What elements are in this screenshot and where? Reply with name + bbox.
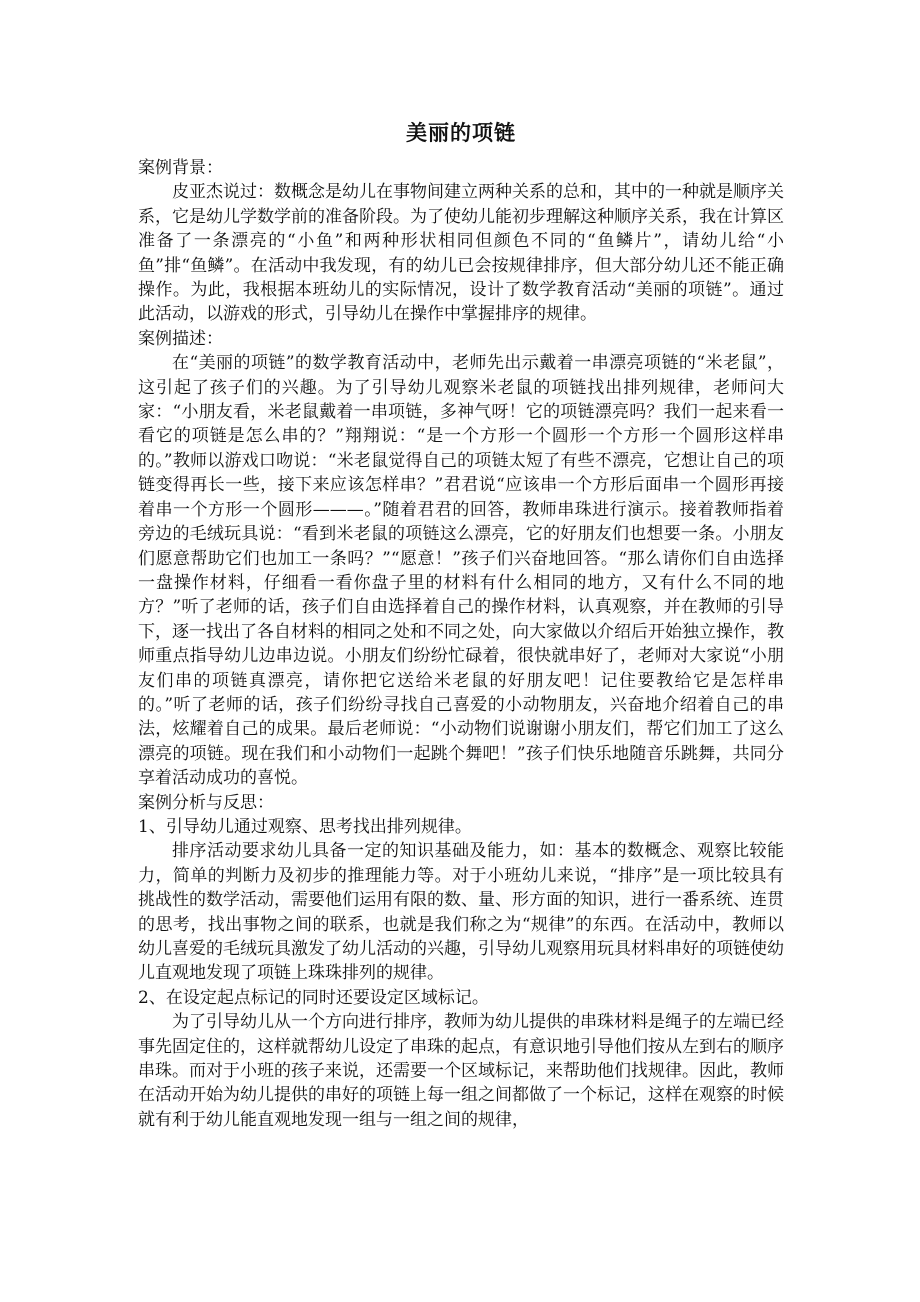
section-heading-description: 案例描述： — [138, 328, 223, 349]
section-heading-analysis: 案例分析与反思： — [138, 792, 274, 813]
document-page — [138, 118, 784, 1132]
subsection-heading-1: 1、引导幼儿通过观察、思考找出排列规律。 — [138, 816, 472, 837]
document-title: 美丽的项链 — [406, 121, 516, 145]
section-analysis — [138, 791, 784, 1133]
section-description — [138, 327, 784, 791]
section-background — [138, 156, 784, 327]
section-heading-background: 案例背景： — [138, 158, 223, 178]
paragraph-analysis-1: 排序活动要求幼儿具备一定的知识基础及能力，如：基本的数概念、观察比较能力，简单的判断力及初步的推理能力等。对于小班幼儿来说，“排序”是一项比较具有挑战性的数学活动，需要他们运用有限的数、量、形方面的知识，进行一番系统、连贯的思考，找出事物之间的联系，也就是我们称之为“规律”的东西。在活动中，教师以幼儿喜爱的毛绒玩具激发了幼儿活动的兴趣，引导幼儿观察用玩具材料串好的项链使幼儿直观地发现了项链上珠珠排列的规律。 — [138, 841, 784, 984]
paragraph-description: 在“美丽的项链”的数学教育活动中，老师先出示戴着一串漂亮项链的“米老鼠”，这引起了孩子们的兴趣。为了引导幼儿观察米老鼠的项链找出排列规律，老师问大家：“小朋友看，米老鼠戴着一串项链，多神气呀！它的项链漂亮吗？我们一起来看一看它的项链是怎么串的？”翔翔说：“是一个方形一个圆形一个方形一个圆形这样串的。”教师以游戏口吻说：“米老鼠觉得自己的项链太短了有些不漂亮，它想让自己的项链变得再长一些，接下来应该怎样串？”君君说“应该串一个方形后面串一个圆形再接着串一个方形一个圆形———。”随着君君的回答，教师串珠进行演示。接着教师指着旁边的毛绒玩具说：“看到米老鼠的项链这么漂亮，它的好朋友们也想要一条。小朋友们愿意帮助它们也加工一条吗？”“愿意！”孩子们兴奋地回答。“那么请你们自由选择一盘操作材料，仔细看一看你盘子里的材料有什么相同的地方，又有什么不同的地方？”听了老师的话，孩子们自由选择着自己的操作材料，认真观察，并在教师的引导下，逐一找出了各自材料的相同之处和不同之处，向大家做以介绍后开始独立操作，教师重点指导幼儿边串边说。小朋友们纷纷忙碌着，很快就串好了，老师对大家说“小朋友们串的项链真漂亮，请你把它送给米老鼠的好朋友吧！记住要教给它是怎样串的。”听了老师的话，孩子们纷纷寻找自己喜爱的小动物朋友，兴奋地介绍着自己的串法，炫耀着自己的成果。最后老师说：“小动物们说谢谢小朋友们，帮它们加工了这么漂亮的项链。现在我们和小动物们一起跳个舞吧！”孩子们快乐地随音乐跳舞，共同分享着活动成功的喜悦。 — [138, 353, 784, 789]
subsection-heading-2: 2、在设定起点标记的同时还要设定区域标记。 — [138, 987, 489, 1008]
paragraph-background: 皮亚杰说过：数概念是幼儿在事物间建立两种关系的总和，其中的一种就是顺序关系，它是幼儿学数学前的准备阶段。为了使幼儿能初步理解这种顺序关系，我在计算区准备了一条漂亮的“小鱼”和两种形状相同但颜色不同的“鱼鳞片”，请幼儿给“小鱼”排“鱼鳞”。在活动中我发现，有的幼儿已会按规律排序，但大部分幼儿还不能正确操作。为此，我根据本班幼儿的实际情况，设计了数学教育活动“美丽的项链”。通过此活动，以游戏的形式，引导幼儿在操作中掌握排序的规律。 — [138, 182, 784, 325]
paragraph-analysis-2: 为了引导幼儿从一个方向进行排序，教师为幼儿提供的串珠材料是绳子的左端已经事先固定住的，这样就帮幼儿设定了串珠的起点，有意识地引导他们按从左到右的顺序串珠。而对于小班的孩子来说，还需要一个区域标记，来帮助他们找规律。因此，教师在活动开始为幼儿提供的串好的项链上每一组之间都做了一个标记，这样在观察的时候就有利于幼儿能直观地发现一组与一组之间的规律， — [138, 1012, 784, 1130]
